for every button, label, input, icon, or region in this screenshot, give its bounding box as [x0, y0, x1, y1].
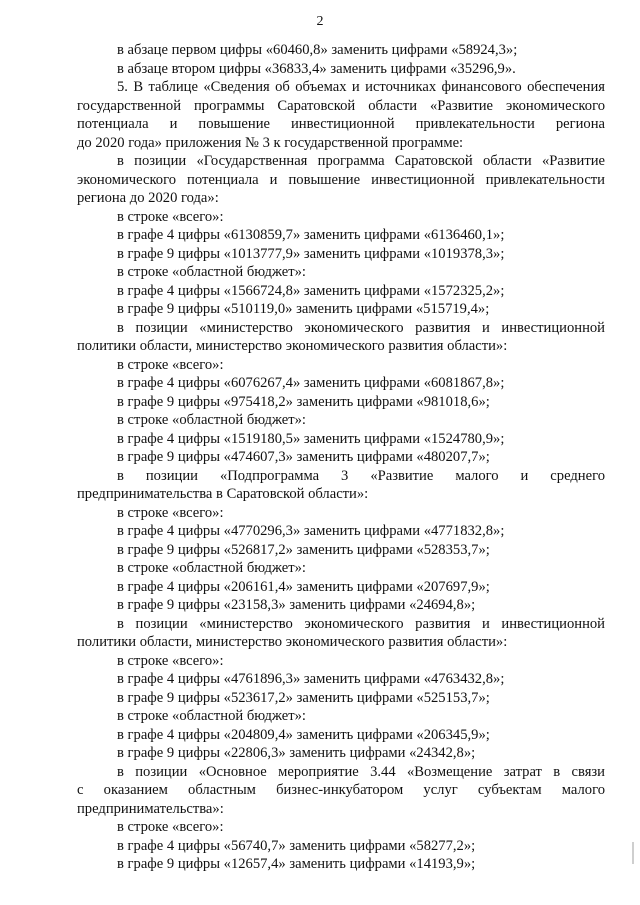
- text-line: в графе 4 цифры «4761896,3» заменить цифрами «4763432,8»;: [117, 671, 505, 687]
- text-line: в графе 9 цифры «23158,3» заменить цифрами «24694,8»;: [117, 597, 476, 613]
- text-line: в строке «областной бюджет»:: [117, 412, 306, 428]
- text-line: в графе 9 цифры «523617,2» заменить цифрами «525153,7»;: [117, 689, 490, 706]
- text-line: в строке «областной бюджет»:: [117, 264, 306, 280]
- text-line: в строке «областной бюджет»:: [117, 560, 306, 576]
- text-line: в абзаце втором цифры «36833,4» заменить цифрами «35296,9».: [117, 60, 516, 77]
- text-line: в графе 4 цифры «4770296,3» заменить цифрами «4771832,8»;: [117, 523, 505, 539]
- document-body: [77, 41, 605, 874]
- text-line: потенциала и повышение инвестиционной привлекательности региона: [77, 116, 605, 132]
- text-line: в графе 9 цифры «12657,4» заменить цифрами «14193,9»;: [117, 856, 476, 872]
- text-line: в графе 9 цифры «975418,2» заменить цифрами «981018,6»;: [117, 393, 490, 410]
- text-line: в графе 9 цифры «510119,0» заменить цифрами «515719,4»;: [117, 301, 490, 317]
- text-line: в графе 4 цифры «206161,4» заменить цифрами «207697,9»;: [117, 578, 490, 595]
- page-number: 2: [316, 14, 324, 29]
- text-line: политики области, министерство экономического развития области»:: [77, 634, 508, 650]
- text-line: в строке «всего»:: [117, 652, 224, 669]
- text-line: предпринимательства»:: [77, 800, 224, 817]
- text-line: в графе 4 цифры «1519180,5» заменить цифрами «1524780,9»;: [117, 430, 505, 447]
- text-line: в графе 4 цифры «6130859,7» заменить цифрами «6136460,1»;: [117, 227, 505, 243]
- text-line: в позиции «министерство экономического развития и инвестиционной: [117, 615, 605, 632]
- text-line: в позиции «Подпрограмма 3 «Развитие малого и среднего: [117, 467, 605, 484]
- text-line: в графе 9 цифры «526817,2» заменить цифрами «528353,7»;: [117, 541, 490, 558]
- margin-mark: [632, 842, 634, 864]
- text-line: в абзаце первом цифры «60460,8» заменить цифрами «58924,3»;: [117, 42, 518, 58]
- text-line: в строке «всего»:: [117, 819, 224, 835]
- text-line: в позиции «Основное мероприятие 3.44 «Возмещение затрат в связи: [117, 763, 605, 780]
- text-line: в графе 9 цифры «1013777,9» заменить цифрами «1019378,3»;: [117, 245, 505, 262]
- text-line: экономического потенциала и повышение инвестиционной привлекательности: [77, 171, 605, 188]
- text-line: в строке «всего»:: [117, 208, 224, 225]
- text-line: в графе 4 цифры «1566724,8» заменить цифрами «1572325,2»;: [117, 282, 505, 299]
- text-line: государственной программы Саратовской области «Развитие экономического: [77, 97, 605, 114]
- text-line: в графе 4 цифры «56740,7» заменить цифрами «58277,2»;: [117, 837, 476, 854]
- text-line: в графе 4 цифры «6076267,4» заменить цифрами «6081867,8»;: [117, 375, 505, 391]
- text-line: в строке «всего»:: [117, 356, 224, 373]
- text-line: 5. В таблице «Сведения об объемах и источниках финансового обеспечения: [117, 79, 605, 95]
- text-line: в графе 9 цифры «22806,3» заменить цифрами «24342,8»;: [117, 745, 476, 761]
- text-line: в графе 4 цифры «204809,4» заменить цифрами «206345,9»;: [117, 726, 490, 743]
- text-line: региона до 2020 года»:: [77, 190, 219, 206]
- text-line: политики области, министерство экономического развития области»:: [77, 338, 508, 354]
- text-line: с оказанием областным бизнес-инкубатором услуг субъектам малого: [77, 782, 605, 798]
- text-line: в строке «всего»:: [117, 504, 224, 521]
- text-line: в строке «областной бюджет»:: [117, 708, 306, 724]
- text-line: в графе 9 цифры «474607,3» заменить цифрами «480207,7»;: [117, 449, 490, 465]
- text-line: до 2020 года» приложения № 3 к государственной программе:: [77, 134, 464, 151]
- text-line: в позиции «Государственная программа Саратовской области «Развитие: [117, 153, 605, 169]
- text-line: в позиции «министерство экономического развития и инвестиционной: [117, 319, 605, 336]
- text-line: предпринимательства в Саратовской области»:: [77, 486, 369, 502]
